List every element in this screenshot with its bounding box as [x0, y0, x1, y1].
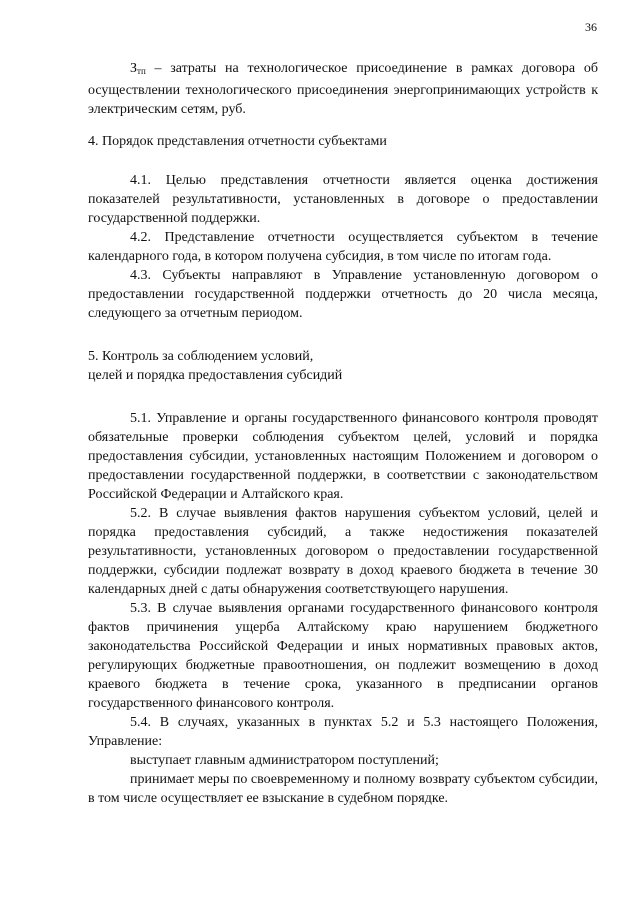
section-5-heading-line-2: целей и порядка предоставления субсидий	[88, 368, 343, 383]
paragraph-5-4: 5.4. В случаях, указанных в пунктах 5.2 и 5.3 настоящего Положения, Управление:	[88, 715, 598, 749]
paragraph-5-1: 5.1. Управление и органы государственного финансового контроля проводят обязательные проверки соблюдения субъектом целей, условий и порядка предоставления субсидии, установленных настоящим Положением и договором о предоставлении государственной поддержки, в соответствии с законодательством Российской Федерации и Алтайского края.	[88, 411, 598, 502]
document-body	[88, 59, 598, 808]
section-4-heading: 4. Порядок представления отчетности субъектами	[88, 134, 387, 149]
paragraph-4-2: 4.2. Представление отчетности осуществляется субъектом в течение календарного года, в котором получена субсидия, в том числе по итогам года.	[88, 230, 598, 264]
intro-paragraph	[88, 59, 598, 119]
paragraph-5-2: 5.2. В случае выявления фактов нарушения субъектом условий, целей и порядка предоставления субсидий, а также недостижения показателей результативности, установленных договором о предоставлении государственной поддержки, субсидии подлежат возврату в доход краевого бюджета в течение 30 календарных дней с даты обнаружения соответствующего нарушения.	[88, 506, 598, 597]
section-5-heading-line-1: 5. Контроль за соблюдением условий,	[88, 349, 314, 364]
paragraph-4-3: 4.3. Субъекты направляют в Управление установленную договором о предоставлении государственной поддержки отчетность до 20 числа месяца, следующего за отчетным периодом.	[88, 268, 598, 321]
paragraph-5-4-item-2: принимает меры по своевременному и полному возврату субъектом субсидии, в том числе осуществляет ее взыскание в судебном порядке.	[88, 772, 598, 806]
cost-symbol-subscript: тп	[137, 66, 146, 76]
paragraph-5-4-item-1: выступает главным администратором поступлений;	[130, 753, 439, 768]
page-number: 36	[585, 20, 597, 34]
paragraph-5-3: 5.3. В случае выявления органами государственного финансового контроля фактов причинения ущерба Алтайскому краю нарушением бюджетного законодательства Российской Федерации и иных нормативных правовых актов, регулирующих бюджетные правоотношения, он подлежит возмещению в доход краевого бюджета в течение срока, указанного в предписании органов государственного финансового контроля.	[88, 601, 598, 711]
intro-text: – затраты на технологическое присоединение в рамках договора об осуществлении технологического присоединения энергопринимающих устройств к электрическим сетям, руб.	[88, 61, 598, 117]
paragraph-4-1: 4.1. Целью представления отчетности является оценка достижения показателей результативности, установленных в договоре о предоставлении государственной поддержки.	[88, 173, 598, 226]
cost-symbol: З	[130, 61, 138, 76]
